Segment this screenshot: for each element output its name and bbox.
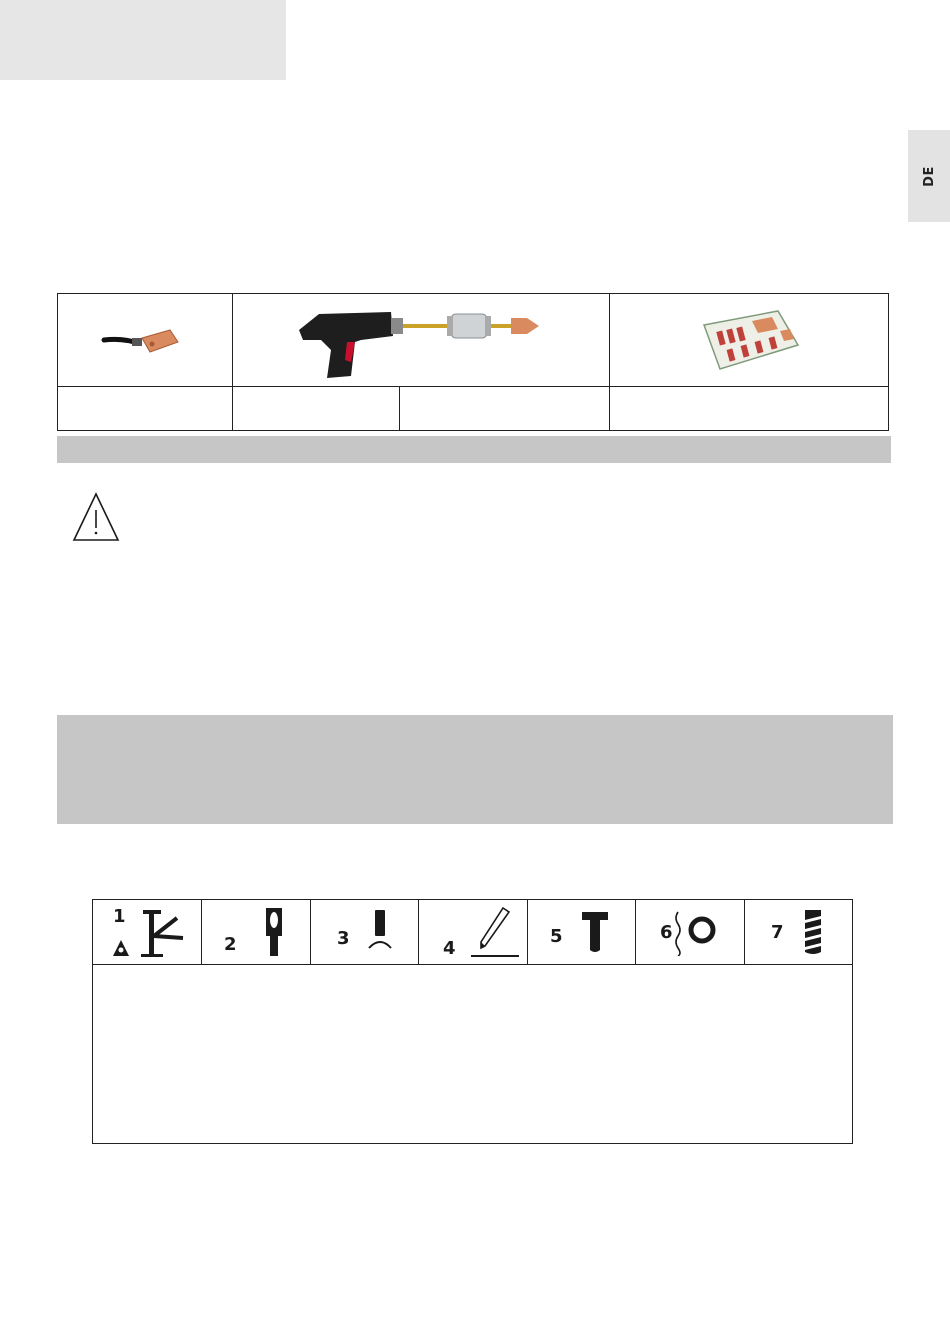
- language-tab-label: DE: [921, 165, 937, 187]
- key-stud-icon: [262, 906, 286, 958]
- consumables-box-icon: [694, 305, 804, 375]
- accessories-table: [57, 293, 889, 431]
- language-tab[interactable]: [908, 130, 950, 222]
- stud-type-cell: [745, 900, 852, 964]
- stud-type-cell: [419, 900, 527, 964]
- threaded-screw-icon: [801, 908, 825, 956]
- wavy-ring-washer-icon: [672, 908, 722, 956]
- stud-type-number: 1: [113, 906, 126, 927]
- accessory-image-spotter-gun: [233, 294, 609, 386]
- accessory-image-consumables-box: [610, 294, 888, 386]
- spotter-gun-slide-hammer-icon: [291, 300, 551, 380]
- stud-type-cell: [311, 900, 418, 964]
- stud-type-number: 6: [660, 922, 673, 943]
- stud-type-number: 5: [550, 926, 563, 947]
- stud-type-cell: [528, 900, 635, 964]
- stud-type-number: 7: [771, 922, 784, 943]
- header-gray-box: [0, 0, 286, 80]
- t-stud-icon: [580, 910, 610, 954]
- warning-triangle-icon: [72, 492, 120, 542]
- accessory-image-ground-clamp: [58, 294, 232, 386]
- table-divider: [58, 386, 888, 387]
- stud-type-cell: [202, 900, 310, 964]
- table-divider: [93, 964, 852, 965]
- stud-type-number: 3: [337, 928, 350, 949]
- stud-type-number: 2: [224, 934, 237, 955]
- stud-type-cell: [636, 900, 744, 964]
- pin-stud-icon: [365, 908, 395, 954]
- stud-type-cell: [93, 900, 201, 964]
- stud-types-table: [92, 899, 853, 1144]
- warning: [72, 492, 120, 542]
- table-divider: [399, 386, 400, 430]
- stud-type-number: 4: [443, 938, 456, 959]
- ground-clamp-cable-icon: [100, 320, 190, 360]
- notice-gray-block: [57, 715, 893, 824]
- electrode-pencil-icon: [469, 906, 523, 960]
- star-washer-puller-icon: [107, 904, 191, 960]
- section-header-bar: [57, 436, 891, 463]
